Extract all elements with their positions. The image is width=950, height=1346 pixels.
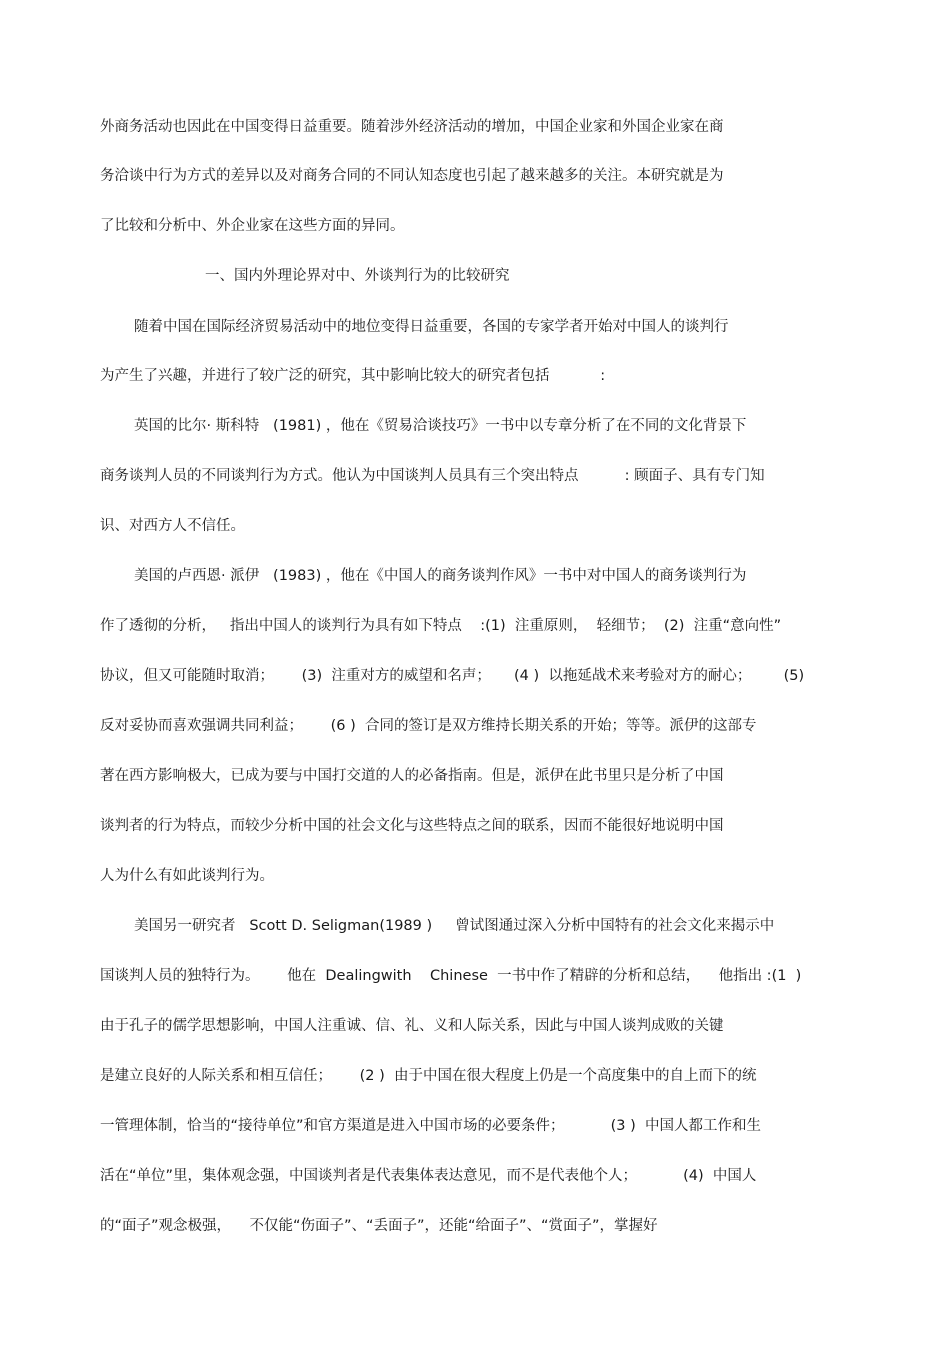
text-line: 作了透彻的分析， 指出中国人的谈判行为具有如下特点 :(1) 注重原则， 轻细节； (2) 注重“意向性” xyxy=(100,618,782,634)
text-line: 美国另一研究者 Scott D. Seligman(1989 ) 曾试图通过深入分析中国特有的社会文化来揭示中 xyxy=(134,918,775,934)
text-line: 活在“单位”里，集体观念强，中国谈判者是代表集体表达意见，而不是代表他个人； (4) 中国人 xyxy=(100,1168,757,1184)
text-line: 国谈判人员的独特行为。 他在 Dealingwith Chinese 一书中作了精辟的分析和总结， 他指出 :(1 ) xyxy=(100,968,802,984)
text-line: 协议，但又可能随时取消； (3) 注重对方的威望和名声； (4 ) 以拖延战术来考验对方的耐心； (5) xyxy=(100,668,805,684)
text-line: 识、对西方人不信任。 xyxy=(100,518,245,534)
text-line: 著在西方影响极大，已成为要与中国打交道的人的必备指南。但是，派伊在此书里只是分析了中国 xyxy=(100,768,724,784)
text-line: 人为什么有如此谈判行为。 xyxy=(100,868,274,884)
text-line: 一管理体制，恰当的“接待单位”和官方渠道是进入中国市场的必要条件； (3 ) 中国人都工作和生 xyxy=(100,1118,761,1134)
text-line: 谈判者的行为特点，而较少分析中国的社会文化与这些特点之间的联系，因而不能很好地说明中国 xyxy=(100,818,724,834)
text-line: 商务谈判人员的不同谈判行为方式。他认为中国谈判人员具有三个突出特点 : 顾面子、具有专门知 xyxy=(100,468,765,484)
section-heading: 一、国内外理论界对中、外谈判行为的比较研究 xyxy=(205,268,510,284)
text-line: 由于孔子的儒学思想影响，中国人注重诚、信、礼、义和人际关系，因此与中国人谈判成败的关键 xyxy=(100,1018,724,1034)
text-line: 了比较和分析中、外企业家在这些方面的异同。 xyxy=(100,218,405,234)
text-line: 反对妥协而喜欢强调共同利益； (6 ) 合同的签订是双方维持长期关系的开始；等等。派伊的这部专 xyxy=(100,718,757,734)
text-line: 美国的卢西恩· 派伊 (1983) ，他在《中国人的商务谈判作风》一书中对中国人的商务谈判行为 xyxy=(134,568,747,584)
text-line: 为产生了兴趣，并进行了较广泛的研究，其中影响比较大的研究者包括 : xyxy=(100,368,606,384)
text-line: 随着中国在国际经济贸易活动中的地位变得日益重要，各国的专家学者开始对中国人的谈判行 xyxy=(134,319,729,335)
text-line: 英国的比尔· 斯科特 (1981) ，他在《贸易洽谈技巧》一书中以专章分析了在不同的文化背景下 xyxy=(134,418,747,434)
text-line: 务洽谈中行为方式的差异以及对商务合同的不同认知态度也引起了越来越多的关注。本研究就是为 xyxy=(100,168,724,184)
text-line: 的“面子”观念极强， 不仅能“伤面子”、“丢面子”，还能“给面子”、“赏面子”，掌握好 xyxy=(100,1218,658,1234)
text-line: 外商务活动也因此在中国变得日益重要。随着涉外经济活动的增加，中国企业家和外国企业家在商 xyxy=(100,119,724,135)
text-line: 是建立良好的人际关系和相互信任； (2 ) 由于中国在很大程度上仍是一个高度集中的自上而下的统 xyxy=(100,1068,757,1084)
